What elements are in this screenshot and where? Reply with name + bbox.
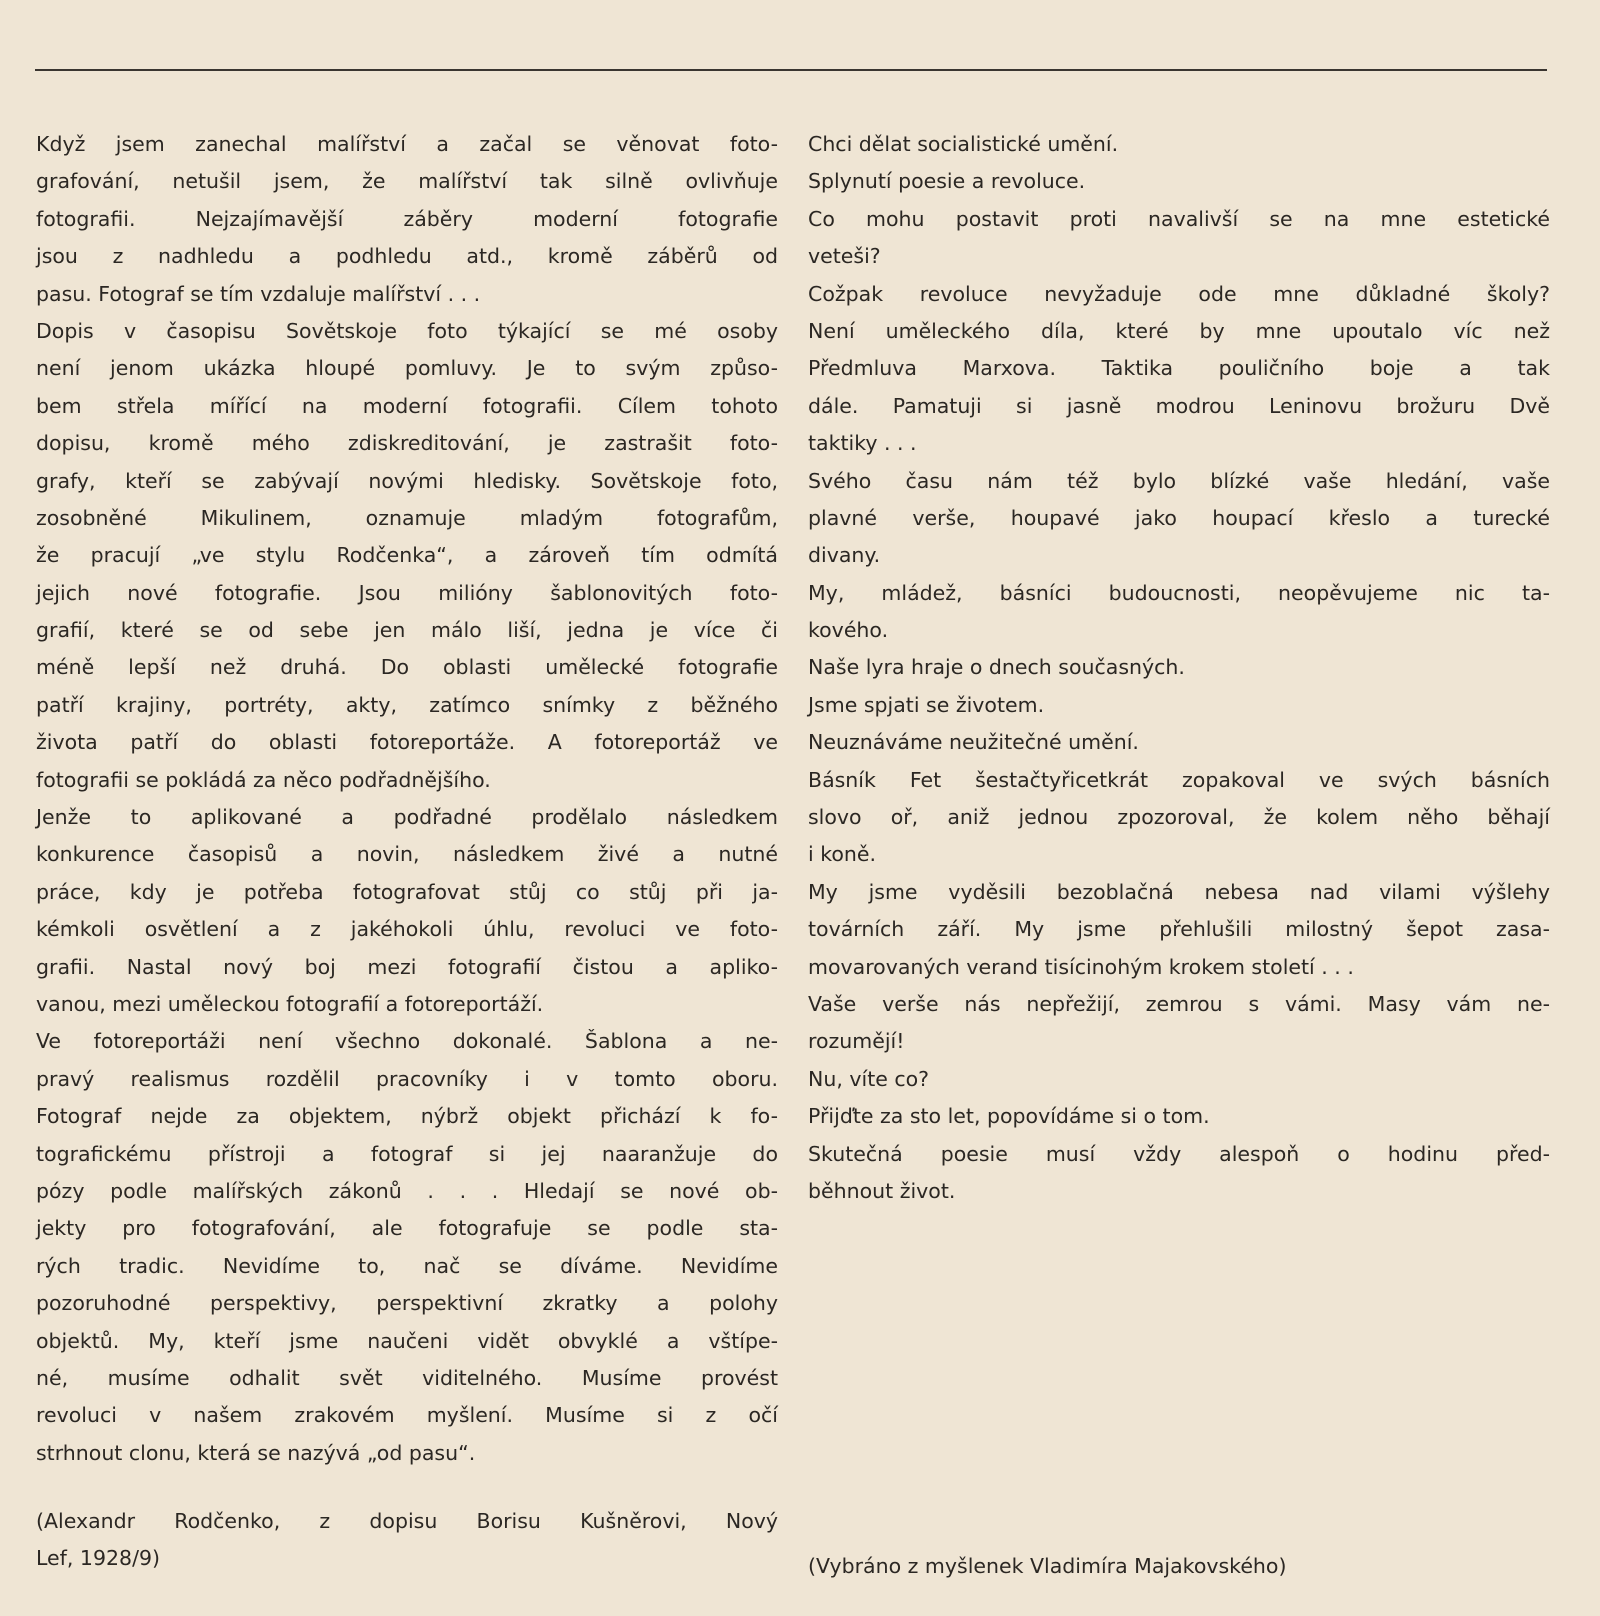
text-line: dopisu, kromě mého zdiskreditování, je zastrašit foto- (36, 431, 778, 456)
text-line: My jsme vyděsili bezoblačná nebesa nad vilami výšlehy (808, 879, 1550, 904)
text-line: taktiky . . . (808, 431, 917, 456)
right-source-citation: (Vybráno z myšlenek Vladimíra Majakovského) (808, 1554, 1287, 1578)
text-line: divany. (808, 543, 881, 568)
top-rule (35, 69, 1547, 71)
text-line: grafií, které se od sebe jen málo liší, jedna je více či (36, 618, 778, 643)
text-line: My, mládež, básníci budoucnosti, neopěvujeme nic ta- (808, 580, 1550, 605)
text-line: pasu. Fotograf se tím vzdaluje malířství . . . (36, 281, 481, 306)
text-line: Když jsem zanechal malířství a začal se věnovat foto- (36, 132, 778, 156)
text-line: né, musíme odhalit svět viditelného. Musíme provést (36, 1365, 778, 1390)
citation-line: (Alexandr Rodčenko, z dopisu Borisu Kušněrovi, Nový (36, 1509, 778, 1533)
text-line: Ve fotoreportáži není všechno dokonalé. Šablona a ne- (36, 1029, 778, 1054)
text-line: Přijďte za sto let, popovídáme si o tom. (808, 1104, 1210, 1129)
left-source-citation (36, 1503, 778, 1578)
text-line: Jenže to aplikované a podřadné prodělalo následkem (36, 805, 778, 830)
text-line: zosobněné Mikulinem, oznamuje mladým fotografům, (36, 505, 778, 530)
right-column-mayakovsky-text (808, 126, 1550, 1210)
text-line: jejich nové fotografie. Jsou milióny šablonovitých foto- (36, 580, 778, 605)
text-line: továrních září. My jsme přehlušili milostný šepot zasa- (808, 917, 1550, 942)
text-line: grafii. Nastal nový boj mezi fotografií čistou a apliko- (36, 954, 778, 979)
text-line: movarovaných verand tisícinohým krokem století . . . (808, 954, 1354, 979)
text-line: patří krajiny, portréty, akty, zatímco snímky z běžného (36, 692, 778, 717)
left-column-rodchenko-text (36, 126, 778, 1472)
text-line: Předmluva Marxova. Taktika pouličního boje a tak (808, 356, 1550, 381)
text-line: Cožpak revoluce nevyžaduje ode mne důkladné školy? (808, 281, 1550, 306)
text-line: plavné verše, houpavé jako houpací křeslo a turecké (808, 505, 1550, 530)
text-line: grafování, netušil jsem, že malířství tak silně ovlivňuje (36, 169, 778, 194)
text-line: jsou z nadhledu a podhledu atd., kromě záběrů od (36, 244, 778, 269)
text-line: pravý realismus rozdělil pracovníky i v tomto oboru. (36, 1066, 778, 1091)
text-line: pozoruhodné perspektivy, perspektivní zkratky a polohy (36, 1291, 778, 1316)
text-line: Naše lyra hraje o dnech současných. (808, 655, 1185, 680)
text-line: že pracují „ve stylu Rodčenka“, a zároveň tím odmítá (36, 543, 778, 568)
text-line: života patří do oblasti fotoreportáže. A fotoreportáž ve (36, 730, 778, 755)
text-line: objektů. My, kteří jsme naučeni vidět obvyklé a vštípe- (36, 1328, 778, 1353)
text-line: i koně. (808, 842, 877, 867)
text-line: běhnout život. (808, 1178, 956, 1203)
text-line: Není uměleckého díla, které by mne upoutalo víc než (808, 318, 1550, 343)
text-line: Nu, víte co? (808, 1066, 930, 1091)
text-line: fotografii. Nejzajímavější záběry moderní fotografie (36, 206, 778, 231)
text-line: rozumějí! (808, 1029, 905, 1054)
citation-line: Lef, 1928/9) (36, 1546, 161, 1571)
text-line: fotografii se pokládá za něco podřadnějšího. (36, 767, 491, 792)
text-line: Splynutí poesie a revoluce. (808, 169, 1086, 194)
text-line: Svého času nám též bylo blízké vaše hledání, vaše (808, 468, 1550, 493)
text-line: revoluci v našem zrakovém myšlení. Musíme si z očí (36, 1403, 778, 1428)
text-line: Jsme spjati se životem. (808, 692, 1045, 717)
text-line: práce, kdy je potřeba fotografovat stůj co stůj při ja- (36, 879, 778, 904)
text-line: Chci dělat socialistické umění. (808, 132, 1119, 156)
text-line: veteši? (808, 244, 881, 269)
text-line: Básník Fet šestačtyřicetkrát zopakoval ve svých básních (808, 767, 1550, 792)
text-line: Co mohu postavit proti navalivší se na mne estetické (808, 206, 1550, 231)
text-line: kového. (808, 618, 889, 643)
text-line: vanou, mezi uměleckou fotografií a fotoreportáží. (36, 991, 544, 1016)
text-line: kémkoli osvětlení a z jakéhokoli úhlu, revoluci ve foto- (36, 917, 778, 942)
text-line: Skutečná poesie musí vždy alespoň o hodinu před- (808, 1141, 1550, 1166)
text-line: Fotograf nejde za objektem, nýbrž objekt přichází k fo- (36, 1104, 778, 1129)
text-line: pózy podle malířských zákonů . . . Hledají se nové ob- (36, 1178, 778, 1203)
text-line: dále. Pamatuji si jasně modrou Leninovu brožuru Dvě (808, 393, 1550, 418)
text-line: jekty pro fotografování, ale fotografuje se podle sta- (36, 1216, 778, 1241)
text-line: strhnout clonu, která se nazývá „od pasu“. (36, 1440, 476, 1465)
text-line: tografickému přístroji a fotograf si jej naaranžuje do (36, 1141, 778, 1166)
text-line: Vaše verše nás nepřežijí, zemrou s vámi. Masy vám ne- (808, 991, 1550, 1016)
text-line: méně lepší než druhá. Do oblasti umělecké fotografie (36, 655, 778, 680)
text-line: rých tradic. Nevidíme to, nač se díváme. Nevidíme (36, 1253, 778, 1278)
text-line: konkurence časopisů a novin, následkem živé a nutné (36, 842, 778, 867)
text-line: slovo oř, aniž jednou zpozoroval, že kolem něho běhají (808, 805, 1550, 830)
text-line: grafy, kteří se zabývají novými hledisky. Sovětskoje foto, (36, 468, 778, 493)
text-line: Dopis v časopisu Sovětskoje foto týkající se mé osoby (36, 318, 778, 343)
text-line: bem střela mířící na moderní fotografii. Cílem tohoto (36, 393, 778, 418)
text-line: není jenom ukázka hloupé pomluvy. Je to svým způso- (36, 356, 778, 381)
text-line: Neuznáváme neužitečné umění. (808, 730, 1139, 755)
